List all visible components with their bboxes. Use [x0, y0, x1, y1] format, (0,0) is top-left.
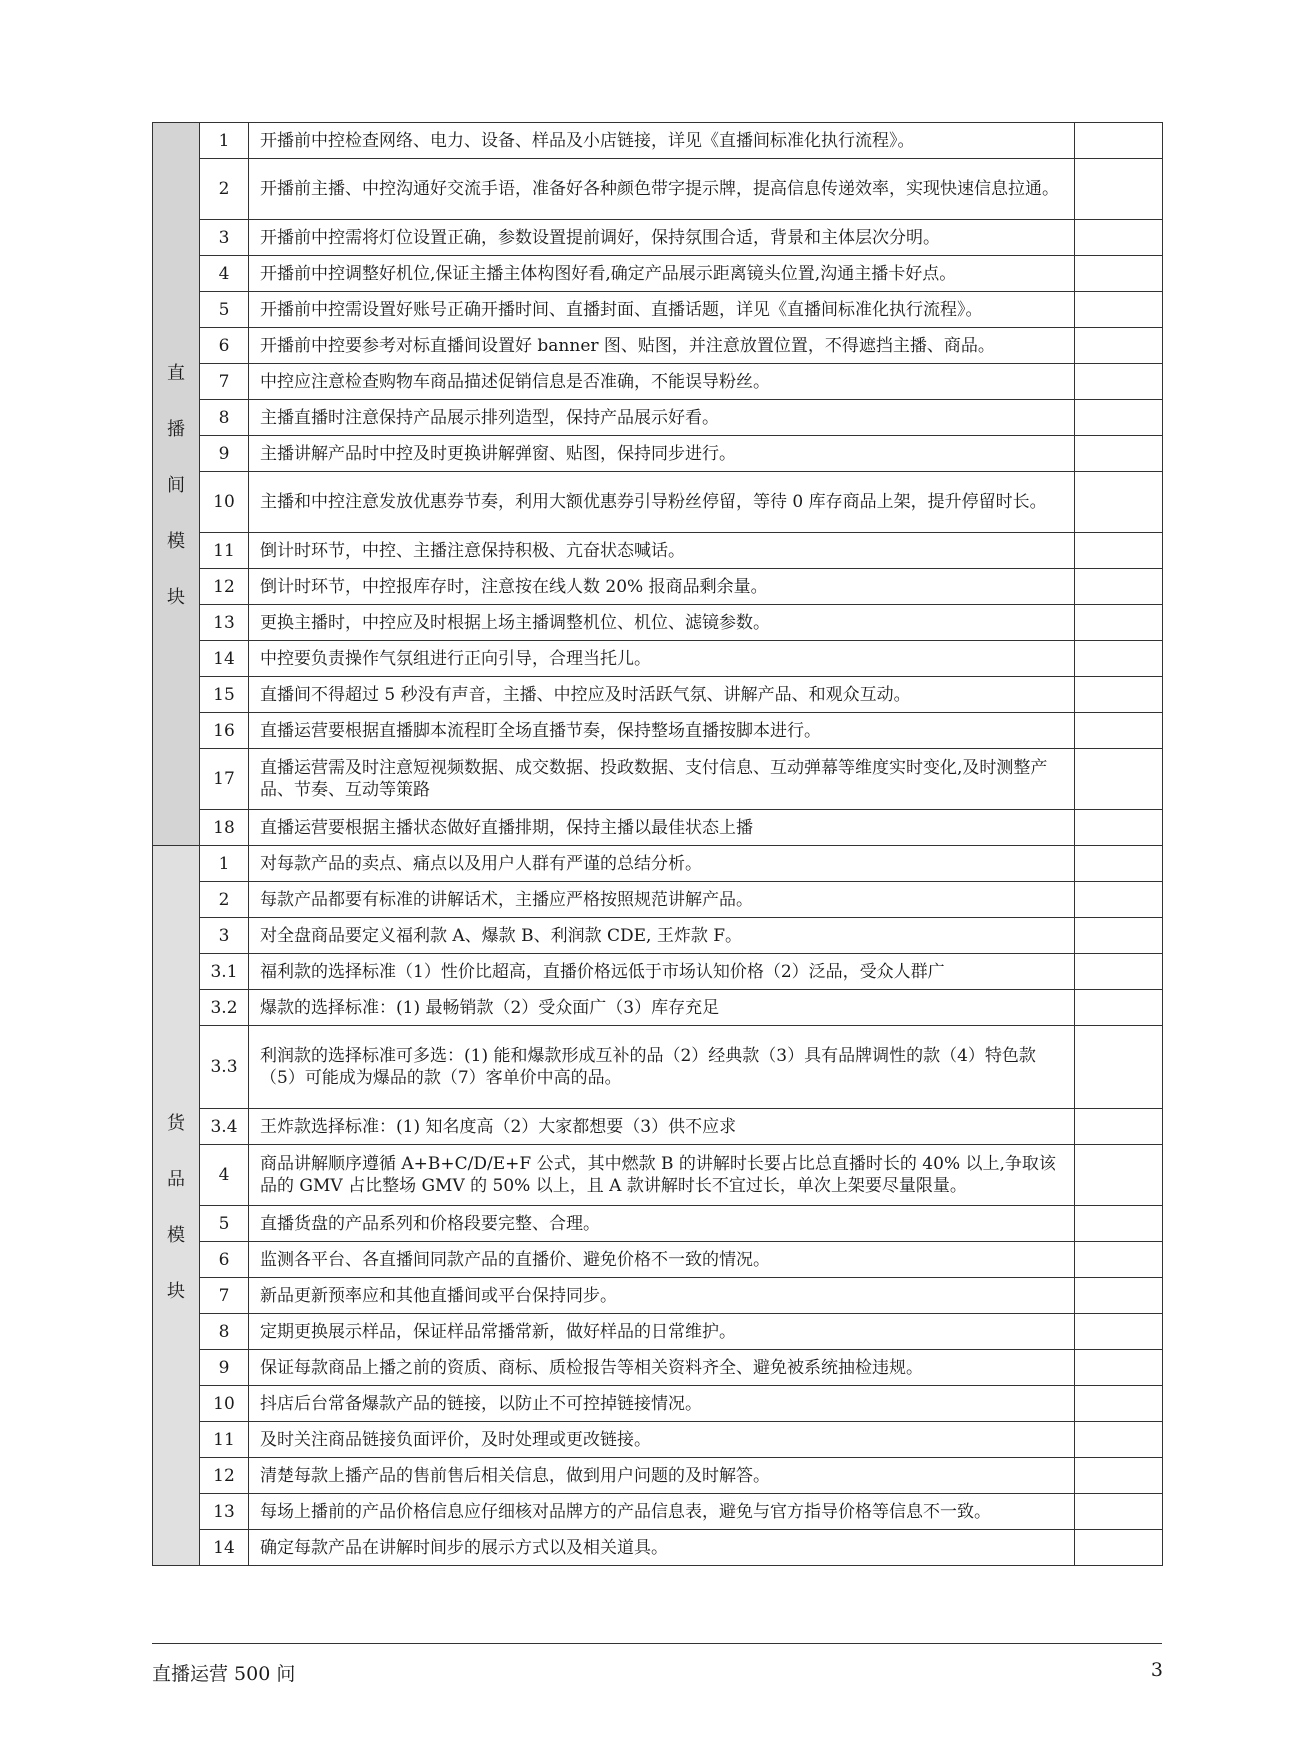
item-text: 每场上播前的产品价格信息应仔细核对品牌方的产品信息表，避免与官方指导价格等信息不一致。 — [249, 1494, 1075, 1530]
item-text: 更换主播时，中控应及时根据上场主播调整机位、机位、滤镜参数。 — [249, 605, 1075, 641]
item-text: 监测各平台、各直播间同款产品的直播价、避免价格不一致的情况。 — [249, 1242, 1075, 1278]
section-label-char: 间 — [167, 475, 185, 496]
item-number: 7 — [200, 1278, 249, 1314]
table-row — [153, 533, 1163, 569]
table-row — [153, 1314, 1163, 1350]
item-text: 直播运营需及时注意短视频数据、成交数据、投政数据、支付信息、互动弹幕等维度实时变化,及时测整产品、节奏、互动等策路 — [249, 749, 1075, 810]
check-cell — [1075, 256, 1163, 292]
table-row — [153, 990, 1163, 1026]
table-row — [153, 1278, 1163, 1314]
item-number: 14 — [200, 1530, 249, 1566]
check-cell — [1075, 400, 1163, 436]
check-cell — [1075, 220, 1163, 256]
table-row — [153, 1494, 1163, 1530]
table-row — [153, 749, 1163, 810]
item-number: 4 — [200, 256, 249, 292]
item-text: 清楚每款上播产品的售前售后相关信息，做到用户问题的及时解答。 — [249, 1458, 1075, 1494]
item-number: 17 — [200, 749, 249, 810]
item-number: 8 — [200, 400, 249, 436]
item-text: 开播前主播、中控沟通好交流手语，准备好各种颜色带字提示牌，提高信息传递效率，实现快速信息拉通。 — [249, 159, 1075, 220]
item-number: 8 — [200, 1314, 249, 1350]
page-number: 3 — [1150, 1659, 1163, 1681]
table-row — [153, 256, 1163, 292]
item-text: 倒计时环节，中控、主播注意保持积极、亢奋状态喊话。 — [249, 533, 1075, 569]
item-number: 5 — [200, 1206, 249, 1242]
item-number: 11 — [200, 533, 249, 569]
item-number: 10 — [200, 472, 249, 533]
section-label-char: 模 — [167, 531, 185, 552]
item-text: 主播直播时注意保持产品展示排列造型，保持产品展示好看。 — [249, 400, 1075, 436]
item-number: 9 — [200, 436, 249, 472]
item-text: 王炸款选择标准：(1) 知名度高（2）大家都想要（3）供不应求 — [249, 1109, 1075, 1145]
item-text: 确定每款产品在讲解时间步的展示方式以及相关道具。 — [249, 1530, 1075, 1566]
item-number: 2 — [200, 882, 249, 918]
check-cell — [1075, 436, 1163, 472]
item-text: 新品更新预率应和其他直播间或平台保持同步。 — [249, 1278, 1075, 1314]
table-row — [153, 954, 1163, 990]
item-number: 12 — [200, 569, 249, 605]
check-cell — [1075, 846, 1163, 882]
check-cell — [1075, 1422, 1163, 1458]
item-number: 15 — [200, 677, 249, 713]
table-row — [153, 123, 1163, 159]
item-text: 商品讲解顺序遵循 A+B+C/D/E+F 公式，其中燃款 B 的讲解时长要占比总直播时长的 40% 以上,争取该品的 GMV 占比整场 GMV 的 50% 以上，且 A 款讲解时长不宜过长，单次上架要尽量限量。 — [249, 1145, 1075, 1206]
item-text: 开播前中控检查网络、电力、设备、样品及小店链接，详见《直播间标准化执行流程》。 — [249, 123, 1075, 159]
item-number: 6 — [200, 328, 249, 364]
item-text: 直播间不得超过 5 秒没有声音，主播、中控应及时活跃气氛、讲解产品、和观众互动。 — [249, 677, 1075, 713]
item-number: 12 — [200, 1458, 249, 1494]
check-cell — [1075, 713, 1163, 749]
footer-divider — [152, 1643, 1162, 1644]
item-text: 对每款产品的卖点、痛点以及用户人群有严谨的总结分析。 — [249, 846, 1075, 882]
check-cell — [1075, 641, 1163, 677]
section-label-goods — [153, 846, 200, 1566]
item-number: 13 — [200, 605, 249, 641]
check-cell — [1075, 292, 1163, 328]
check-cell — [1075, 472, 1163, 533]
check-cell — [1075, 749, 1163, 810]
item-text: 主播讲解产品时中控及时更换讲解弹窗、贴图，保持同步进行。 — [249, 436, 1075, 472]
item-number: 10 — [200, 1386, 249, 1422]
check-cell — [1075, 810, 1163, 846]
check-cell — [1075, 1530, 1163, 1566]
item-text: 倒计时环节，中控报库存时，注意按在线人数 20% 报商品剩余量。 — [249, 569, 1075, 605]
section-label-char: 播 — [167, 419, 185, 440]
item-text: 开播前中控调整好机位,保证主播主体构图好看,确定产品展示距离镜头位置,沟通主播卡好点。 — [249, 256, 1075, 292]
item-text: 保证每款商品上播之前的资质、商标、质检报告等相关资料齐全、避免被系统抽检违规。 — [249, 1350, 1075, 1386]
item-number: 9 — [200, 1350, 249, 1386]
item-text: 福利款的选择标准（1）性价比超高，直播价格远低于市场认知价格（2）泛品，受众人群广 — [249, 954, 1075, 990]
table-row — [153, 918, 1163, 954]
section-label-char: 直 — [167, 363, 185, 384]
item-number: 3.3 — [200, 1026, 249, 1109]
item-number: 5 — [200, 292, 249, 328]
section-label-live-room — [153, 123, 200, 846]
check-cell — [1075, 1350, 1163, 1386]
check-cell — [1075, 533, 1163, 569]
item-number: 6 — [200, 1242, 249, 1278]
section-label-char: 品 — [167, 1168, 185, 1190]
item-text: 每款产品都要有标准的讲解话术，主播应严格按照规范讲解产品。 — [249, 882, 1075, 918]
item-number: 16 — [200, 713, 249, 749]
check-cell — [1075, 954, 1163, 990]
check-cell — [1075, 1145, 1163, 1206]
item-text: 对全盘商品要定义福利款 A、爆款 B、利润款 CDE, 王炸款 F。 — [249, 918, 1075, 954]
check-cell — [1075, 882, 1163, 918]
item-text: 定期更换展示样品，保证样品常播常新，做好样品的日常维护。 — [249, 1314, 1075, 1350]
table-row — [153, 400, 1163, 436]
table-row — [153, 569, 1163, 605]
item-number: 3.1 — [200, 954, 249, 990]
item-number: 3 — [200, 918, 249, 954]
item-text: 开播前中控需设置好账号正确开播时间、直播封面、直播话题，详见《直播间标准化执行流程》。 — [249, 292, 1075, 328]
item-text: 直播运营要根据主播状态做好直播排期，保持主播以最佳状态上播 — [249, 810, 1075, 846]
item-number: 1 — [200, 846, 249, 882]
section-label-char: 货 — [167, 1112, 185, 1134]
item-text: 抖店后台常备爆款产品的链接，以防止不可控掉链接情况。 — [249, 1386, 1075, 1422]
item-text: 开播前中控要参考对标直播间设置好 banner 图、贴图，并注意放置位置，不得遮挡主播、商品。 — [249, 328, 1075, 364]
table-row — [153, 641, 1163, 677]
item-text: 开播前中控需将灯位设置正确，参数设置提前调好，保持氛围合适，背景和主体层次分明。 — [249, 220, 1075, 256]
check-cell — [1075, 677, 1163, 713]
table-row — [153, 1422, 1163, 1458]
check-cell — [1075, 918, 1163, 954]
check-cell — [1075, 1206, 1163, 1242]
item-number: 14 — [200, 641, 249, 677]
check-cell — [1075, 328, 1163, 364]
section-label-char: 模 — [167, 1224, 185, 1246]
table-row — [153, 220, 1163, 256]
check-cell — [1075, 1458, 1163, 1494]
check-cell — [1075, 364, 1163, 400]
check-cell — [1075, 990, 1163, 1026]
item-number: 3 — [200, 220, 249, 256]
check-cell — [1075, 1494, 1163, 1530]
check-cell — [1075, 1314, 1163, 1350]
table-row — [153, 436, 1163, 472]
item-text: 利润款的选择标准可多选：(1) 能和爆款形成互补的品（2）经典款（3）具有品牌调性的款（4）特色款 （5）可能成为爆品的款（7）客单价中高的品。 — [249, 1026, 1075, 1109]
table-row — [153, 1386, 1163, 1422]
item-text: 直播货盘的产品系列和价格段要完整、合理。 — [249, 1206, 1075, 1242]
checklist-table — [152, 122, 1163, 1566]
section-label-char: 块 — [167, 587, 185, 608]
item-number: 11 — [200, 1422, 249, 1458]
item-text: 及时关注商品链接负面评价，及时处理或更改链接。 — [249, 1422, 1075, 1458]
table-row — [153, 1206, 1163, 1242]
table-row — [153, 1109, 1163, 1145]
table-row — [153, 1530, 1163, 1566]
table-row — [153, 846, 1163, 882]
item-text: 直播运营要根据直播脚本流程盯全场直播节奏，保持整场直播按脚本进行。 — [249, 713, 1075, 749]
table-row — [153, 328, 1163, 364]
check-cell — [1075, 1026, 1163, 1109]
check-cell — [1075, 1386, 1163, 1422]
table-row — [153, 292, 1163, 328]
table-row — [153, 1026, 1163, 1109]
table-row — [153, 605, 1163, 641]
check-cell — [1075, 159, 1163, 220]
table-row — [153, 677, 1163, 713]
table-row — [153, 810, 1163, 846]
item-number: 1 — [200, 123, 249, 159]
item-text: 爆款的选择标准：(1) 最畅销款（2）受众面广（3）库存充足 — [249, 990, 1075, 1026]
item-text: 中控要负责操作气氛组进行正向引导，合理当托儿。 — [249, 641, 1075, 677]
item-number: 7 — [200, 364, 249, 400]
section-label-char: 块 — [167, 1280, 185, 1302]
table-row — [153, 1242, 1163, 1278]
footer-title: 直播运营 500 问 — [152, 1663, 296, 1685]
item-number: 13 — [200, 1494, 249, 1530]
item-text: 中控应注意检查购物车商品描述促销信息是否准确，不能误导粉丝。 — [249, 364, 1075, 400]
item-number: 2 — [200, 159, 249, 220]
check-cell — [1075, 1278, 1163, 1314]
check-cell — [1075, 1242, 1163, 1278]
item-number: 4 — [200, 1145, 249, 1206]
table-row — [153, 1145, 1163, 1206]
table-row — [153, 472, 1163, 533]
check-cell — [1075, 569, 1163, 605]
check-cell — [1075, 605, 1163, 641]
table-row — [153, 882, 1163, 918]
table-row — [153, 1350, 1163, 1386]
item-text: 主播和中控注意发放优惠券节奏，利用大额优惠券引导粉丝停留，等待 0 库存商品上架，提升停留时长。 — [249, 472, 1075, 533]
table-row — [153, 364, 1163, 400]
table-row — [153, 159, 1163, 220]
table-row — [153, 1458, 1163, 1494]
item-number: 18 — [200, 810, 249, 846]
item-number: 3.2 — [200, 990, 249, 1026]
table-row — [153, 713, 1163, 749]
check-cell — [1075, 1109, 1163, 1145]
item-number: 3.4 — [200, 1109, 249, 1145]
check-cell — [1075, 123, 1163, 159]
